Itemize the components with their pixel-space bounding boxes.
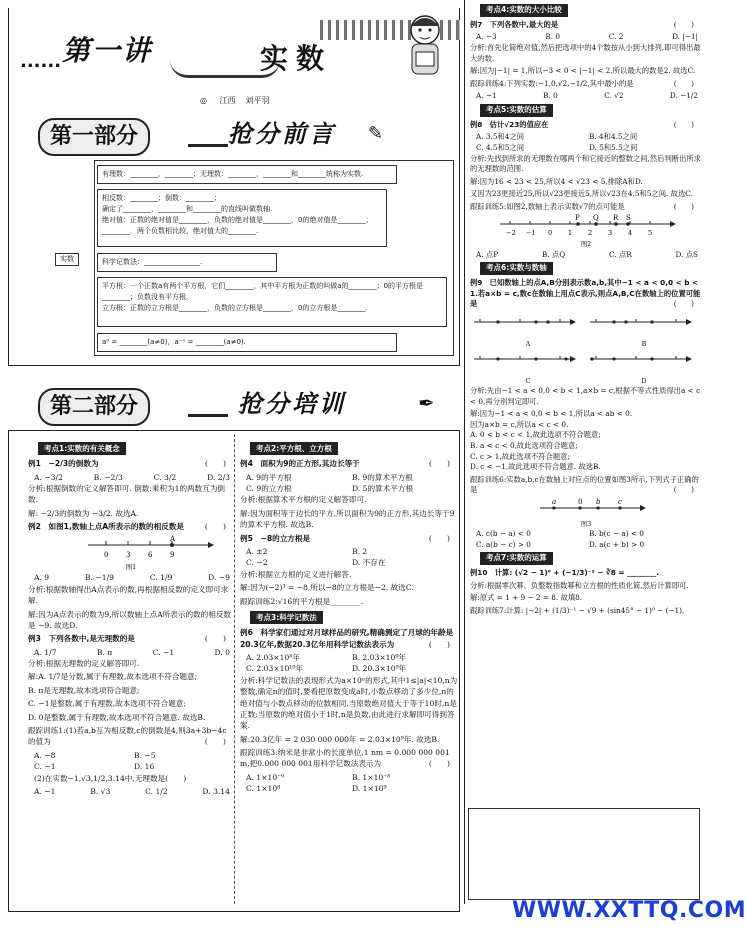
ex3-solution-line: B. π是无理数,故本选项符合题意; bbox=[28, 685, 140, 695]
option: D. 2/3 bbox=[207, 472, 230, 482]
ex4-analysis: 分析:根据算术平方根的定义解答即可. bbox=[240, 495, 367, 505]
option: A. −3 bbox=[476, 32, 497, 42]
tick-label: 1 bbox=[568, 229, 573, 238]
ex9-figure bbox=[470, 312, 586, 349]
fig1-caption: 图1 bbox=[125, 562, 137, 571]
ex9-figures bbox=[470, 312, 702, 386]
ex6-analysis: 分析:科学记数法的表现形式为a×10ⁿ的形式,其中1≤|a|<10,n为整数,确定n的值时,要看把原数变成a时,小数点移动了多少位,n的绝对值与小数点移动的位数相同,当原数绝对值大于等于10时,n是正数;当原数的绝对值小于1时,n是负数,由此进行求解即可得到答案. bbox=[240, 675, 458, 731]
ex3-solution-line: C. −1是整数,属于有理数,故本选项不符合题意; bbox=[28, 699, 187, 709]
part1-banner bbox=[38, 118, 438, 150]
ex9-analysis: 分析:先由−1 < a < 0,0 < b < 1,a×b = c,根据不等式性质得出a < c < 0,再分别判定即可. bbox=[470, 386, 701, 406]
ex5-options bbox=[240, 546, 458, 569]
track6-options bbox=[470, 529, 702, 550]
column-divider bbox=[464, 0, 465, 904]
ex1-options bbox=[28, 472, 234, 483]
answer-paren: ( ) bbox=[673, 19, 694, 29]
point-label: Q bbox=[593, 214, 599, 223]
ex9-solution-line: B. a < c < 0,故此选项符合题意; bbox=[470, 440, 578, 450]
option: A. 2.03×10⁸年 bbox=[246, 652, 300, 662]
outline-exponent: a⁰ = ________(a≠0)，a⁻ⁿ = ________(a≠0). bbox=[97, 333, 397, 352]
ex2-stem: 例2 如图1,数轴上点A所表示的数的相反数是 bbox=[28, 522, 185, 532]
tick-label: 9 bbox=[170, 550, 175, 559]
lecture-topic: 实数 bbox=[260, 42, 333, 75]
tick-label: 5 bbox=[648, 229, 653, 238]
part1-slogan: 抢分前言 bbox=[228, 120, 336, 148]
option: A. 点P bbox=[476, 249, 499, 259]
option: C. 3/2 bbox=[153, 472, 177, 482]
ex3-solution-line: 解:A. 1/7是分数,属于有理数,故本选项不符合题意; bbox=[28, 672, 198, 682]
answer-paren: ( ) bbox=[204, 459, 226, 469]
option: A. c(b − a) < 0 bbox=[476, 529, 531, 539]
ex3-stem: 例3 下列各数中,是无理数的是 bbox=[28, 634, 135, 644]
ex4-options bbox=[240, 472, 458, 495]
knowledge-outline bbox=[94, 160, 454, 356]
outline-rational: 有理数：________，________；无理数：________，________和________统称为实数. bbox=[97, 165, 397, 184]
svg-text:a: a bbox=[552, 497, 557, 506]
option: C. 4.5和5之间 bbox=[476, 142, 525, 152]
option: A. 1/7 bbox=[34, 647, 57, 657]
ex8-solution-2: 又因为23更接近25,所以√23更接近5,所以√23在4.5和5之间. 故选C. bbox=[470, 189, 693, 199]
option: A. 9的平方根 bbox=[246, 472, 292, 482]
fig1-number-line bbox=[28, 535, 234, 561]
option: A. 3.5和4之间 bbox=[476, 132, 525, 142]
tick-label: 2 bbox=[588, 229, 593, 238]
pen-nib-icon: ✒ bbox=[418, 391, 435, 415]
option: D. 1×10⁹ bbox=[352, 784, 387, 794]
ex6-options bbox=[240, 652, 458, 675]
option: C. 点R bbox=[608, 249, 632, 259]
option: D. 20.3×10⁹年 bbox=[352, 664, 407, 674]
track4-stem: 跟踪训练4:下列实数:−1,0,√2,−1/2,其中最小的是 bbox=[470, 78, 634, 88]
track4-options bbox=[470, 91, 702, 102]
answer-paren: ( ) bbox=[428, 639, 450, 649]
answer-paren: ( ) bbox=[673, 485, 694, 495]
answer-paren: ( ) bbox=[428, 759, 450, 769]
fig3-number-line bbox=[470, 498, 702, 518]
option: D. a(c + b) > 0 bbox=[589, 539, 645, 549]
option: C. √2 bbox=[604, 91, 624, 101]
answer-paren: ( ) bbox=[428, 533, 450, 543]
outline-line: 立方根：正数的立方根是________，负数的立方根是________，0的立方根是________. bbox=[102, 303, 368, 312]
option: D. −9 bbox=[208, 573, 230, 583]
ex9-figure bbox=[470, 349, 586, 386]
ex7-analysis: 分析:首先化简绝对值,然后把选项中的4个数按从小到大排列,即可得出最大的数. bbox=[470, 43, 701, 63]
tick-label: 4 bbox=[628, 229, 633, 238]
option: D. 不存在 bbox=[352, 558, 386, 568]
option: B. 2 bbox=[352, 546, 368, 556]
fig2-caption: 图2 bbox=[580, 240, 592, 249]
svg-text:b: b bbox=[596, 497, 601, 506]
option: B. 0 bbox=[545, 32, 561, 42]
ex1-analysis: 分析:根据倒数的定义解答即可. 倒数:乘积为1的两数互为倒数. bbox=[28, 484, 226, 505]
outline-line: 绝对值：正数的绝对值是________，负数的绝对值是________，0的绝对值是________； bbox=[102, 215, 373, 224]
outline-sci-notation: 科学记数法：________________. bbox=[97, 253, 277, 272]
option: A. −3/2 bbox=[34, 472, 63, 482]
option: B. √3 bbox=[90, 786, 111, 796]
kd4-heading: 考点4:实数的大小比较 bbox=[480, 4, 568, 17]
kd1-heading: 考点1:实数的有关概念 bbox=[38, 442, 126, 455]
ex9-figure-label: A bbox=[525, 339, 531, 348]
svg-text:0: 0 bbox=[578, 497, 583, 506]
ex5-analysis: 分析:根据立方根的定义进行解答. bbox=[240, 569, 352, 579]
author-line: ◎ 江西 刘平羽 bbox=[200, 96, 270, 105]
track2-stem: 跟踪训练2:√16的平方根是________. bbox=[240, 596, 364, 606]
kd6-heading: 考点6:实数与数轴 bbox=[480, 262, 553, 275]
option: B. b(c − a) < 0 bbox=[589, 529, 644, 539]
track1b-options bbox=[28, 786, 234, 797]
part1-label: 第一部分 bbox=[38, 118, 150, 156]
tick-label: 6 bbox=[148, 550, 153, 559]
column-3 bbox=[470, 2, 702, 619]
point-label: P bbox=[575, 214, 580, 223]
ex9-solution-line: A. 0 < b < c < 1,故此选项不符合题意; bbox=[470, 430, 601, 440]
option: C. −1 bbox=[152, 647, 175, 657]
student-illustration bbox=[400, 8, 450, 80]
ex1-solution: 解: −2/3的倒数为 −3/2. 故选A. bbox=[28, 508, 139, 518]
ex2-solution: 解:因为A点表示的数为9,所以数轴上点A所表示的数的相反数是 −9. 故选D. bbox=[28, 609, 232, 630]
option: A. 1×10⁻⁹ bbox=[246, 772, 285, 782]
outline-concepts bbox=[97, 189, 387, 247]
ex6-stem: 例6 科学家们通过对月球样品的研究,精确测定了月球的年龄是20.3亿年,数据20.3亿年用科学记数法表示为 bbox=[240, 628, 454, 649]
track5-options bbox=[470, 250, 702, 261]
ex7-solution: 解:因为|−1| = 1,所以−3 < 0 < |−1| < 2,所以最大的数是2. 故选C. bbox=[470, 66, 696, 76]
track7-stem: 跟踪训练7:计算: |−2| + (1/3)⁻¹ − √9 + (sin45° − 1)⁰ − (−1). bbox=[470, 606, 685, 615]
ex7-options bbox=[470, 32, 702, 43]
track1b-stem: (2)在实数−1,√3,1/2,3.14中,无理数是( ) bbox=[34, 773, 187, 783]
outline-line: ________．两个负数相比较，绝对值大的________. bbox=[102, 226, 259, 235]
option: D. 0 bbox=[214, 647, 230, 657]
point-label: R bbox=[613, 214, 619, 223]
option: A. −1 bbox=[476, 91, 497, 101]
ex3-solution-line: D. 0是整数,属于有理数,故本选项不符合题意. 故选B. bbox=[28, 712, 206, 722]
outline-line: 相反数：________；倒数：________； bbox=[102, 194, 221, 202]
answer-paren: ( ) bbox=[673, 78, 694, 88]
option: D. 16 bbox=[134, 762, 155, 772]
column-2 bbox=[240, 440, 458, 795]
outline-roots bbox=[97, 277, 447, 327]
banner-bar bbox=[188, 414, 228, 417]
ex9-figure bbox=[586, 312, 702, 349]
ex6-solution: 解:20.3亿年 = 2 030 000 000年 = 2.03×10⁹年. 故选B. bbox=[240, 734, 440, 744]
option: B. 1×10⁻⁸ bbox=[352, 772, 391, 782]
track3-stem: 跟踪训练3:纳米是非常小的长度单位,1 nm = 0.000 000 001 m,把0.000 000 001用科学记数法表示为 bbox=[240, 748, 450, 769]
option: C. 2 bbox=[608, 32, 624, 42]
kd3-heading: 考点3:科学记数法 bbox=[250, 611, 323, 624]
option: B. π bbox=[96, 647, 113, 657]
answer-box bbox=[468, 808, 700, 900]
ex9-figure-label: B bbox=[641, 339, 647, 348]
option: C. −1 bbox=[34, 762, 56, 772]
tick-label: 3 bbox=[126, 550, 131, 559]
option: A. −1 bbox=[34, 786, 56, 796]
ex9-solution-line: D. c < −1,故此选项不符合题意. 故选B. bbox=[470, 462, 601, 472]
option: D. |−1| bbox=[672, 32, 698, 42]
part2-slogan: 抢分培训 bbox=[238, 390, 346, 418]
option: D. 5和5.5之间 bbox=[589, 142, 638, 152]
tick-label: 0 bbox=[104, 550, 109, 559]
option: B. −2/3 bbox=[93, 472, 123, 482]
author-name: 刘平羽 bbox=[245, 96, 270, 105]
fig3-caption: 图3 bbox=[580, 519, 592, 528]
lecture-number: 第一讲 bbox=[62, 34, 153, 67]
answer-paren: ( ) bbox=[673, 119, 694, 129]
track1-stem: 跟踪训练1:(1)若a,b互为相反数,c的倒数是4,则3a+3b−4c的值为 bbox=[28, 726, 227, 747]
tick-label: 3 bbox=[608, 229, 613, 238]
option: B. −5 bbox=[134, 750, 156, 760]
title-dots: ...... bbox=[20, 51, 62, 72]
ex4-stem: 例4 面积为9的正方形,其边长等于 bbox=[240, 459, 360, 469]
option: B. 2.03×10⁹年 bbox=[352, 652, 406, 662]
option: D. 5的算术平方根 bbox=[352, 484, 414, 494]
option: B. 4和4.5之间 bbox=[589, 132, 638, 142]
ex2-analysis: 分析:根据数轴得出A点表示的数,再根据相反数的定义即可求解. bbox=[28, 584, 229, 606]
ex8-solution: 解:因为16 < 23 < 25,所以4 < √23 < 5,排除A和D. bbox=[470, 176, 643, 186]
outline-line: 确定了________、________和________的直线叫做数轴. bbox=[102, 204, 273, 213]
tick-label: 0 bbox=[548, 229, 553, 238]
answer-paren: ( ) bbox=[204, 737, 226, 747]
track1-options bbox=[28, 750, 234, 773]
option: D. −1/2 bbox=[669, 91, 698, 101]
part2-label: 第二部分 bbox=[38, 388, 150, 426]
ex8-options bbox=[470, 132, 702, 153]
ex9-figure-label: C bbox=[525, 376, 531, 385]
fig2-number-line bbox=[470, 214, 702, 238]
answer-paren: ( ) bbox=[673, 201, 694, 211]
track5-stem: 跟踪训练5:如图2,数轴上表示实数√7的点可能是 bbox=[470, 201, 625, 211]
option: D. 3.14 bbox=[202, 786, 230, 796]
option: B. 点Q bbox=[541, 249, 566, 259]
ex5-solution: 解:因为(−2)³ = −8,所以−8的立方根是−2. 故选C. bbox=[240, 583, 414, 593]
ex1-stem: 例1 −2/3的倒数为 bbox=[28, 459, 99, 469]
option: D. 点S bbox=[675, 249, 698, 259]
option: C. 1/2 bbox=[145, 786, 168, 796]
ex3-options bbox=[28, 647, 234, 658]
svg-text:c: c bbox=[618, 497, 622, 506]
banner-bar bbox=[188, 144, 228, 147]
ex5-stem: 例5 −8的立方根是 bbox=[240, 533, 311, 543]
option: C. −2 bbox=[246, 558, 268, 568]
ex4-solution: 解:因为面积等于边长的平方,所以面积为9的正方形,其边长等于9的算术平方根. 故选B. bbox=[240, 508, 455, 530]
outline-line: 平方根：一个正数a有两个平方根，它们________，其中平方根为正数的叫做a的________；0的平方根是________；负数没有平方根. bbox=[102, 282, 424, 301]
option: C. 2.03×10¹⁰年 bbox=[246, 664, 303, 674]
real-number-tag: 实数 bbox=[55, 253, 79, 266]
author-region: 江西 bbox=[219, 96, 236, 105]
ex7-stem: 例7 下列各数中,最大的是 bbox=[470, 19, 559, 29]
option: A. −8 bbox=[34, 750, 56, 760]
part2-banner bbox=[38, 388, 458, 420]
answer-paren: ( ) bbox=[204, 634, 226, 644]
point-label: S bbox=[626, 214, 631, 223]
option: A. 9 bbox=[34, 573, 50, 583]
option: C. a(b − c) > 0 bbox=[476, 539, 531, 549]
answer-paren: ( ) bbox=[673, 299, 694, 309]
kd5-heading: 考点5:实数的估算 bbox=[480, 104, 553, 117]
option: B. 0 bbox=[543, 91, 558, 101]
ex10-solution: 解:原式 = 1 + 9 − 2 = 8. 故填8. bbox=[470, 593, 583, 603]
ex8-analysis: 分析:先找到所求的无理数在哪两个和它接近的整数之间,然后判断出所求的无理数的范围. bbox=[470, 153, 701, 174]
kd2-heading: 考点2:平方根、立方根 bbox=[250, 442, 338, 455]
option: C. 9的立方根 bbox=[246, 484, 292, 494]
column-1 bbox=[28, 440, 234, 797]
track3-options bbox=[240, 772, 458, 795]
kd7-heading: 考点7:实数的运算 bbox=[480, 552, 553, 565]
ex10-analysis: 分析:根据零次幂、负整数指数幂和立方根的性质化简,然后计算即可. bbox=[470, 580, 689, 590]
ex10-stem: 例10 计算: (√2 − 1)⁰ + (−1/3)⁻² − ∛8 = ________. bbox=[470, 568, 660, 578]
ex9-figure bbox=[586, 349, 702, 386]
pencil-icon: ✎ bbox=[368, 123, 384, 144]
tick-label: −1 bbox=[526, 229, 536, 238]
answer-paren: ( ) bbox=[428, 459, 450, 469]
answer-paren: ( ) bbox=[204, 522, 226, 532]
ex9-solution-line: 因为a×b = c,所以a < c < 0. bbox=[470, 419, 569, 429]
tick-label: −2 bbox=[506, 229, 516, 238]
lecture-title bbox=[20, 20, 440, 80]
track6-stem: 跟踪训练6:实数a,b,c在数轴上对应点的位置如图3所示,下列式子正确的是 bbox=[470, 474, 699, 495]
ex8-stem: 例8 估计√23的值应在 bbox=[470, 119, 549, 129]
ex9-stem: 例9 已知数轴上的点A,B分别表示数a,b,其中−1 < a < 0,0 < b < 1.若a×b = c,数c在数轴上用点C表示,则点A,B,C在数轴上的位置可能是 bbox=[470, 278, 701, 309]
ex9-solution-line: 解:因为−1 < a < 0,0 < b < 1,所以a < ab < 0. bbox=[470, 409, 633, 419]
option: C. 1×10⁸ bbox=[246, 784, 281, 794]
option: C. 1/9 bbox=[149, 573, 173, 583]
option: A. ±2 bbox=[246, 546, 268, 556]
option: B. −1/9 bbox=[84, 573, 114, 583]
ex9-solution-line: C. c > 1,故此选项不符合题意; bbox=[470, 451, 570, 461]
svg-text:A: A bbox=[170, 534, 176, 543]
ex3-analysis: 分析:根据无理数的定义解答即可. bbox=[28, 659, 140, 669]
ex9-figure-label: D bbox=[641, 376, 647, 385]
site-logo: WWW.XXTTQ.COM bbox=[512, 898, 746, 923]
ex2-options bbox=[28, 572, 234, 583]
option: B. 9的算术平方根 bbox=[352, 472, 413, 482]
